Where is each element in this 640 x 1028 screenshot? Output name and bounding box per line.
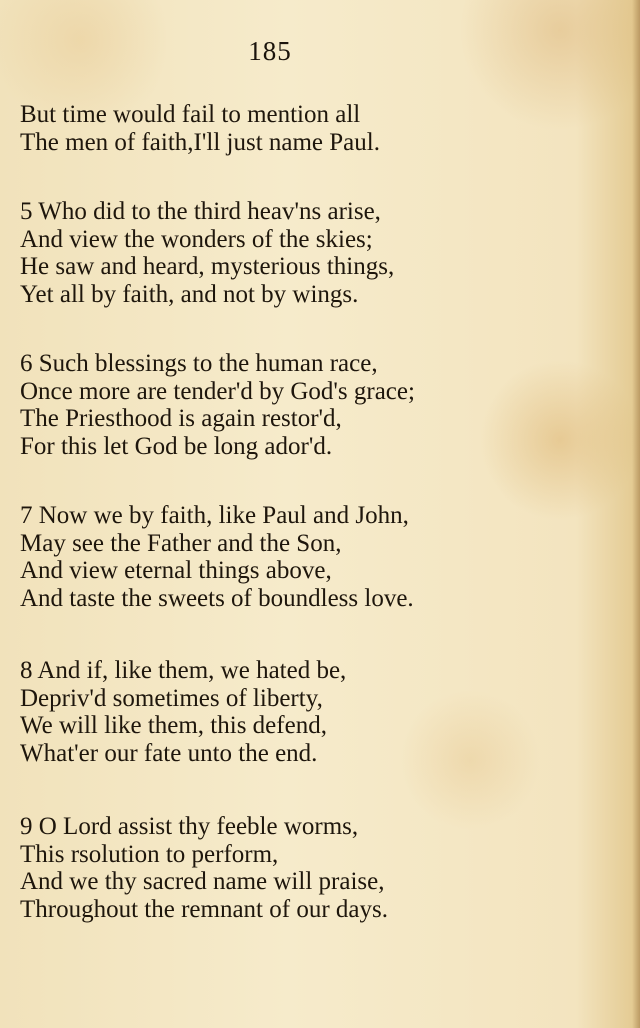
page-edge-shadow (632, 0, 640, 1028)
verse-line: 9 O Lord assist thy feeble worms, (20, 813, 359, 840)
verse-line: What'er our fate unto the end. (20, 739, 318, 767)
verse-line: But time would fail to mention all (20, 101, 361, 128)
verse-line: And taste the sweets of boundless love. (20, 584, 414, 612)
stanza-8 (20, 657, 610, 767)
verse-line: And view eternal things above, (20, 557, 332, 584)
stanza-5 (20, 198, 610, 308)
stanza-7 (20, 502, 610, 612)
verse-line: 6 Such blessings to the human race, (20, 350, 378, 377)
verse-line: 5 Who did to the third heav'ns arise, (20, 198, 381, 225)
verse-line: Depriv'd sometimes of liberty, (20, 684, 323, 712)
verse-line: Throughout the remnant of our days. (20, 895, 388, 923)
verse-line: 7 Now we by faith, like Paul and John, (20, 502, 409, 529)
verse-line: Yet all by faith, and not by wings. (20, 280, 359, 308)
stanza-9 (20, 813, 610, 923)
verse-line: He saw and heard, mysterious things, (20, 253, 395, 280)
verse-line: 8 And if, like them, we hated be, (20, 657, 347, 684)
page-number: 185 (248, 36, 292, 66)
stanza-6 (20, 350, 610, 460)
verse-line: For this let God be long ador'd. (20, 432, 333, 460)
stanza-continuation (20, 101, 610, 156)
verse-line: May see the Father and the Son, (20, 529, 342, 557)
verse-line: We will like them, this defend, (20, 712, 327, 739)
verse-line: Once more are tender'd by God's grace; (20, 377, 415, 405)
verse-line: The men of faith,I'll just name Paul. (20, 128, 380, 156)
verse-line: And we thy sacred name will praise, (20, 868, 385, 895)
verse-line: The Priesthood is again restor'd, (20, 405, 342, 432)
verse-line: This rsolution to perform, (20, 840, 279, 868)
verse-line: And view the wonders of the skies; (20, 225, 373, 253)
